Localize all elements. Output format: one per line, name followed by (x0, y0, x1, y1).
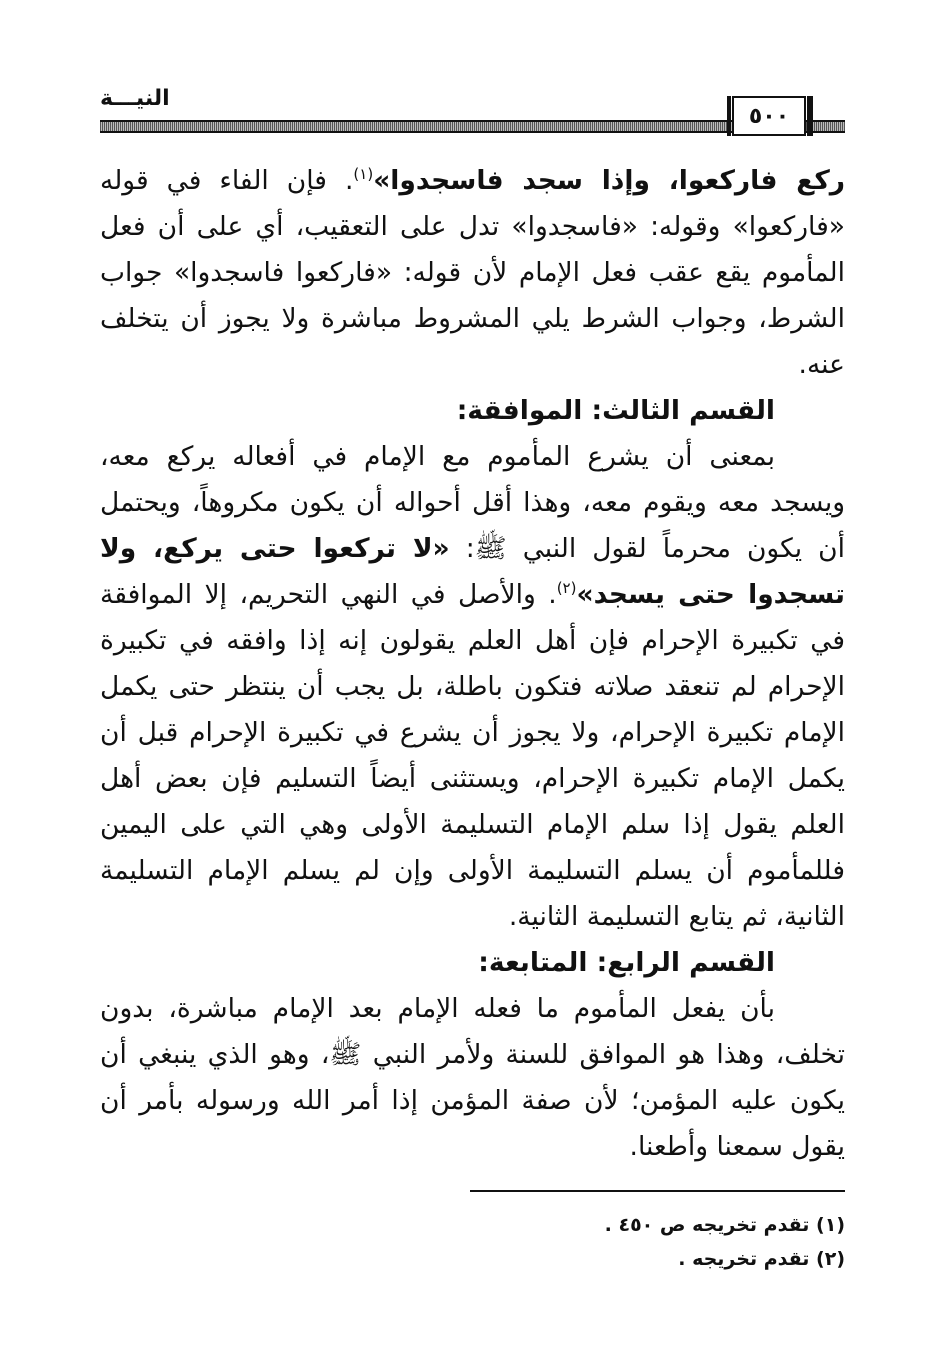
section-heading-3: القسم الثالث: الموافقة: (456, 395, 775, 426)
footnote-1: (١) تقدم تخريجه ص ٤٥٠ . (604, 1214, 845, 1236)
hadith-quote-end: ركع فاركعوا، وإذا سجد فاسجدوا» (373, 165, 846, 196)
paragraph-2 (100, 434, 845, 940)
footnote-2: (٢) تقدم تخريجه . (678, 1248, 845, 1270)
page-header (100, 82, 845, 142)
footnote-divider (470, 1190, 845, 1192)
footnote-ref-1: (١) (353, 165, 374, 184)
section-heading-4: القسم الرابع: المتابعة: (478, 947, 775, 978)
paragraph-1-text: . فإن الفاء في قوله «فاركعوا» وقوله: «فاسجدوا» تدل على التعقيب، أي على أن فعل المأموم يقع عقب فعل الإمام لأن قوله: «فاركعوا فاسجدوا» جواب الشرط، وجواب الشرط يلي المشروط مباشرة ولا يجوز أن يتخلف عنه. (100, 165, 845, 380)
running-title: النيـــة (100, 86, 170, 111)
paragraph-2-text-a: بمعنى أن يشرع المأموم مع الإمام في أفعاله يركع معه، ويسجد معه ويقوم معه، وهذا أقل أحواله أن يكون مكروهاً، ويحتمل أن يكون محرماً لقول النبي ﷺ: (100, 441, 845, 564)
paragraph-2-text-b: . والأصل في النهي التحريم، إلا الموافقة في تكبيرة الإحرام فإن أهل العلم يقولون إنه إذا وافقه في تكبيرة الإحرام لم تنعقد صلاته فتكون باطلة، بل يجب أن ينتظر حتى يكمل الإمام تكبيرة الإحرام، ولا يجوز أن يشرع في تكبيرة الإحرام قبل أن يكمل الإمام تكبيرة الإحرام، ويستثنى أيضاً التسليم فإن بعض أهل العلم يقول إذا سلم الإمام التسليمة الأولى وهي التي على اليمين فللمأموم أن يسلم التسليمة الأولى وإن لم يسلم الإمام التسليمة الثانية، ثم يتابع التسليمة الثانية. (100, 579, 845, 932)
page-body (100, 158, 845, 1170)
footnote-ref-2: (٢) (556, 579, 577, 598)
paragraph-3: بأن يفعل المأموم ما فعله الإمام بعد الإمام مباشرة، بدون تخلف، وهذا هو الموافق للسنة ولأمر النبي ﷺ، وهو الذي ينبغي أن يكون عليه المؤمن؛ لأن صفة المؤمن إذا أمر الله ورسوله بأمر أن يقول سمعنا وأطعنا. (100, 993, 845, 1162)
page-number: ٥٠٠ (732, 96, 806, 136)
paragraph-1 (100, 158, 845, 388)
footnotes (100, 1208, 845, 1276)
hadith-quote: «لا تركعوا حتى يركع، ولا تسجدوا حتى يسجد» (100, 533, 845, 610)
